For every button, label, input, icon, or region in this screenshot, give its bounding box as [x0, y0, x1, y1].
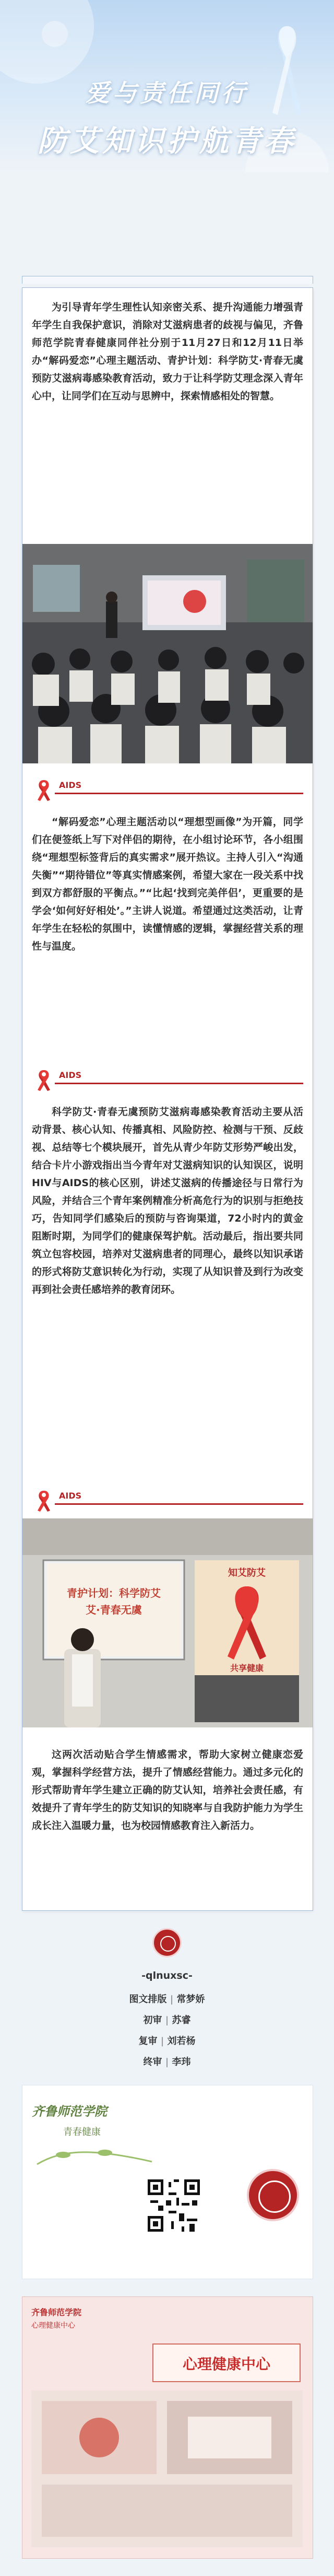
center-badge-inner — [258, 2180, 291, 2213]
aids-label: AIDS — [59, 1491, 82, 1501]
aids-divider-line — [55, 1503, 303, 1505]
credit-name: 李玮 — [172, 2057, 191, 2068]
credit-role: 复审 — [138, 2036, 158, 2047]
slide-screen-line2: 艾·青春无虞 — [86, 1604, 142, 1616]
brand-left-line1: 齐鲁师范学院 — [32, 2104, 107, 2119]
credit-role: 图文排版 — [129, 1994, 167, 2005]
article-paragraph-3: 科学防艾·青春无虞预防艾滋病毒感染教育活动主要从活动背景、核心认知、传播真相、风险防控、检测与干预、反歧视、总结等七个模块展开，首先从青少年防艾形势严峻出发，结合卡片小游戏指出当今青年对艾滋病知识的认知误区，说明HIV与AIDS的核心区别，讲述艾滋病的传播途径与日常行为风险，并结合三个青年案例精准分析高危行为的识别与拒绝技巧，告知同学们感染后的预防与咨询渠道，72小时内的黄金阻断时期，为同学们的健康保驾护航。活动最后，指出要共同筑立包容校园，培养对艾滋病患者的同理心，最终以知识承诺的形式将防艾意识转化为行动，实现了从知识普及到行为改变再到社会责任感培养的教育闭环。 — [32, 1106, 303, 1295]
credit-name: 常梦娇 — [176, 1994, 205, 2005]
presenter-photo-image — [22, 1518, 313, 1727]
promo-center-sub: 心理健康中心 — [31, 2322, 75, 2330]
credit-line: 图文排版 | 常梦娇 — [129, 1994, 205, 2005]
presenter-photo — [22, 1518, 313, 1727]
aids-divider-line — [55, 793, 303, 794]
footer-seal-icon — [152, 1928, 182, 1957]
center-badge — [247, 2169, 299, 2221]
aids-label: AIDS — [59, 780, 82, 790]
card-top-strip — [22, 276, 313, 284]
poster-line1: 知艾防艾 — [228, 1568, 266, 1579]
red-ribbon-icon — [36, 1490, 52, 1513]
leaf-decoration-icon — [32, 2143, 157, 2169]
promo-center-title: 齐鲁师范学院 — [31, 2307, 82, 2317]
qr-code-image — [145, 2177, 202, 2234]
promo-photo-image — [31, 2391, 303, 2547]
aids-divider — [22, 779, 313, 802]
banner-title-line2: 防艾知识护航青春 — [38, 124, 296, 158]
article-card — [22, 287, 313, 1911]
brand-row — [22, 2085, 313, 2279]
credit-role: 初审 — [143, 2015, 162, 2026]
red-ribbon-icon — [36, 779, 52, 802]
credit-line: 初审 | 苏睿 — [143, 2015, 191, 2026]
poster-line2: 共享健康 — [230, 1663, 264, 1673]
promo-header — [31, 2306, 136, 2337]
aids-divider-line — [55, 1083, 303, 1084]
credit-name: 刘若杨 — [167, 2036, 196, 2047]
brand-left — [32, 2101, 162, 2174]
header-banner — [0, 0, 334, 172]
credit-role: 终审 — [143, 2057, 162, 2068]
promo-banner — [22, 2296, 312, 2558]
article-paragraph-1: 为引导青年学生理性认知亲密关系、提升沟通能力增强青年学生自我保护意识，消除对艾滋病患者的歧视与偏见，齐鲁师范学院青春健康同伴社分别于11月27日和12月11日举办“解码爱恋”心理主题活动、青护计划：科学防艾·青春无虞预防艾滋病毒感染教育活动，致力于让科学防艾理念深入青年心中，让同学们在互动与思辨中，探索情感相处的智慧。 — [32, 301, 303, 402]
aids-label: AIDS — [59, 1070, 82, 1080]
brand-left-line2: 青春健康 — [63, 2127, 101, 2138]
credit-name: 苏睿 — [172, 2015, 191, 2026]
footer-account: -qlnuxsc- — [141, 1970, 193, 1981]
red-ribbon-icon — [36, 1069, 52, 1092]
credit-line: 复审 | 刘若杨 — [138, 2036, 196, 2047]
aids-divider — [22, 1490, 313, 1513]
red-ribbon-icon — [271, 21, 303, 125]
article-paragraph-4: 这两次活动贴合学生情感需求，帮助大家树立健康恋爱观，掌握科学经营方法，提升了情感经营能力。通过多元化的形式帮助青年学生建立正确的防艾认知，培养社会责任感，有效提升了青年学生的防艾知识的知晓率与自我防护能力为学生成长注入温暖力量，也为校园情感教育注入新活力。 — [32, 1749, 303, 1831]
credit-line: 终审 | 李玮 — [143, 2057, 191, 2068]
promo-sign — [152, 2343, 301, 2382]
slide-screen-line1: 青护计划：科学防艾 — [67, 1587, 161, 1599]
classroom-photo — [22, 544, 313, 763]
classroom-photo-image — [22, 544, 313, 763]
aids-divider — [22, 1069, 313, 1092]
article-paragraph-2: “解码爱恋”心理主题活动以“理想型画像”为开篇，同学们在便签纸上写下对伴侣的期待，在小组讨论环节，各小组围绕“理想型标签背后的真实需求”展开热议。主持人引入“沟通失衡”“期待错位”等真实情感案例，希望大家在一段关系中找到双方都舒服的平衡点。”“比起‘找到完美伴侣’，更重要的是学会‘如何好好相处’。”主讲人说道。希望通过这类活动，让青年学生在轻松的氛围中，读懂情感的逻辑，掌握经营关系的理性与温度。 — [32, 816, 303, 952]
promo-sign-text: 心理健康中心 — [182, 2355, 270, 2373]
banner-title-line1: 爱与责任同行 — [86, 79, 248, 107]
banner-bubble — [42, 21, 68, 47]
